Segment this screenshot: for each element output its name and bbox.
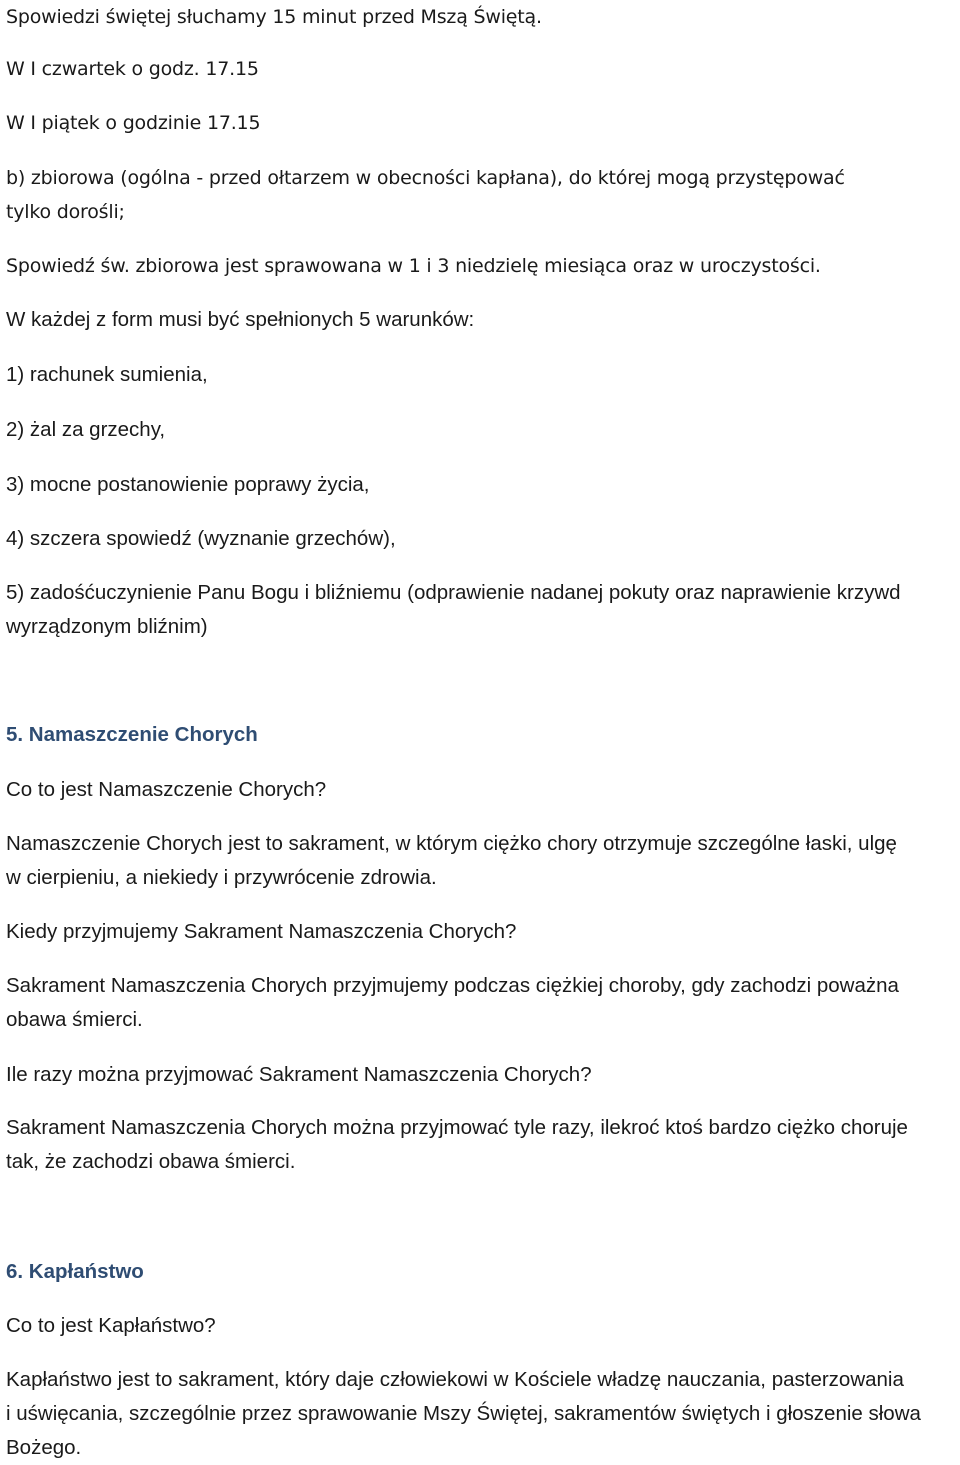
anointing-answer-2 — [6, 969, 899, 1037]
priesthood-answer-1-line-2: i uświęcania, szczególnie przez sprawowanie Mszy Świętej, sakramentów świętych i głoszenie słowa — [6, 1402, 921, 1425]
anointing-answer-1 — [6, 827, 897, 895]
friday-time-text: W I piątek o godzinie 17.15 — [6, 112, 261, 134]
priesthood-answer-1 — [6, 1363, 921, 1465]
condition-item-4: 4) szczera spowiedź (wyznanie grzechów), — [6, 527, 396, 550]
priesthood-question-1: Co to jest Kapłaństwo? — [6, 1314, 216, 1337]
collective-confession-line-2: tylko dorośli; — [6, 201, 125, 223]
conditions-title: W każdej z form musi być spełnionych 5 warunków: — [6, 308, 475, 331]
thursday-time-text: W I czwartek o godz. 17.15 — [6, 58, 259, 80]
anointing-question-3: Ile razy można przyjmować Sakrament Namaszczenia Chorych? — [6, 1063, 592, 1086]
confession-time-text: Spowiedzi świętej słuchamy 15 minut przed Mszą Świętą. — [6, 6, 542, 28]
anointing-answer-2-line-1: Sakrament Namaszczenia Chorych przyjmujemy podczas ciężkiej choroby, gdy zachodzi poważna — [6, 974, 899, 997]
condition-item-5-line-1: 5) zadośćuczynienie Panu Bogu i bliźniemu (odprawienie nadanej pokuty oraz naprawienie krzywd — [6, 581, 901, 604]
section-heading-anointing: 5. Namaszczenie Chorych — [6, 723, 258, 746]
priesthood-answer-1-line-3: Bożego. — [6, 1436, 82, 1459]
condition-item-2: 2) żal za grzechy, — [6, 418, 166, 441]
anointing-answer-3-line-1: Sakrament Namaszczenia Chorych można przyjmować tyle razy, ilekroć ktoś bardzo ciężko choruje — [6, 1116, 908, 1139]
anointing-answer-1-line-1: Namaszczenie Chorych jest to sakrament, w którym ciężko chory otrzymuje szczególne łaski, ulgę — [6, 832, 897, 855]
anointing-question-1: Co to jest Namaszczenie Chorych? — [6, 778, 327, 801]
collective-confession-schedule-text: Spowiedź św. zbiorowa jest sprawowana w 1 i 3 niedzielę miesiąca oraz w uroczystości. — [6, 255, 821, 277]
condition-item-5-line-2: wyrządzonym bliźnim) — [6, 615, 208, 638]
anointing-question-2: Kiedy przyjmujemy Sakrament Namaszczenia Chorych? — [6, 920, 517, 943]
condition-item-3: 3) mocne postanowienie poprawy życia, — [6, 473, 370, 496]
anointing-answer-3-line-2: tak, że zachodzi obawa śmierci. — [6, 1150, 296, 1173]
collective-confession-line-1: b) zbiorowa (ogólna - przed ołtarzem w obecności kapłana), do której mogą przystępować — [6, 167, 845, 189]
anointing-answer-2-line-2: obawa śmierci. — [6, 1008, 143, 1031]
anointing-answer-1-line-2: w cierpieniu, a niekiedy i przywrócenie zdrowia. — [6, 866, 437, 889]
priesthood-answer-1-line-1: Kapłaństwo jest to sakrament, który daje człowiekowi w Kościele władzę nauczania, pasterzowania — [6, 1368, 904, 1391]
collective-confession-paragraph — [6, 161, 845, 229]
anointing-answer-3 — [6, 1111, 908, 1179]
condition-item-1: 1) rachunek sumienia, — [6, 363, 208, 386]
section-heading-priesthood: 6. Kapłaństwo — [6, 1260, 144, 1283]
condition-item-5 — [6, 576, 901, 644]
